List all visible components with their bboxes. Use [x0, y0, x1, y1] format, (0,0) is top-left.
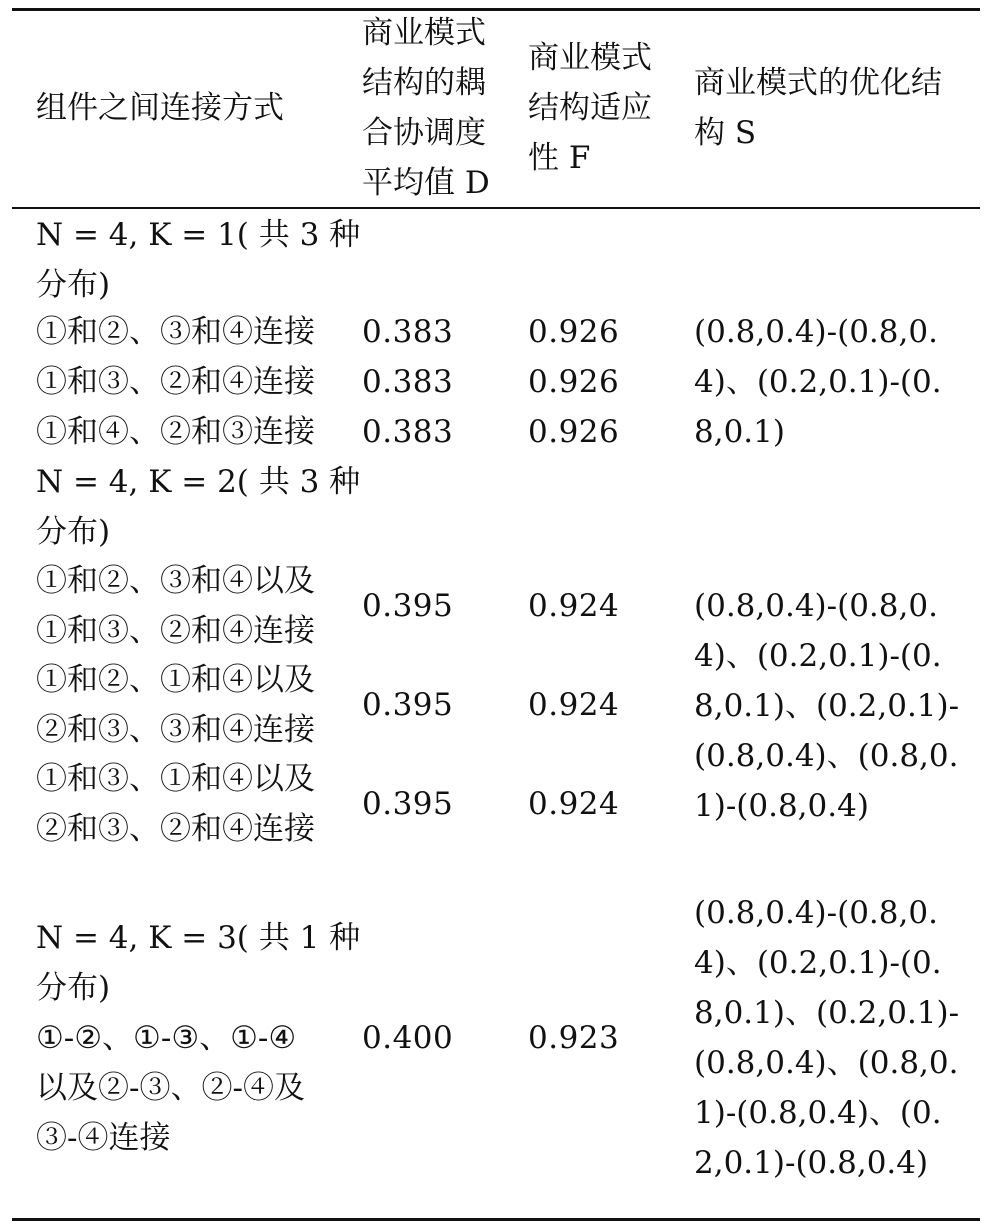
group1-row-2-d: 0.383 [362, 364, 454, 400]
group1-title: N = 4, K = 1( 共 3 种 分布) [36, 217, 361, 303]
group3-d: 0.400 [362, 1020, 454, 1056]
data-table [12, 8, 980, 1224]
group2-title: N = 4, K = 2( 共 3 种 分布) [36, 464, 361, 550]
group1-row-1-connection: ①和②、③和④连接 [36, 314, 315, 350]
header-coupling-coordination: 商业模式 结构的耦 合协调度 平均值 D [362, 15, 490, 201]
group2-row-2-d: 0.395 [362, 687, 454, 723]
group2-row-2-connection: ①和②、①和④以及 ②和③、③和④连接 [36, 662, 315, 748]
group2-structure: (0.8,0.4)-(0.8,0. 4)、(0.2,0.1)-(0. 8,0.1)、(0.2,0.1)- (0.8,0.4)、(0.8,0. 1)-(0.8,0.4) [694, 588, 960, 824]
group2-row-3-d: 0.395 [362, 786, 454, 822]
group3-f: 0.923 [528, 1020, 620, 1056]
group1-row-1-d: 0.383 [362, 314, 454, 350]
table-bottom-rule [12, 1218, 980, 1221]
group3-title: N = 4, K = 3( 共 1 种 分布) [36, 920, 361, 1006]
group1-row-3-d: 0.383 [362, 414, 454, 450]
group2-row-1-d: 0.395 [362, 588, 454, 624]
group3-structure: (0.8,0.4)-(0.8,0. 4)、(0.2,0.1)-(0. 8,0.1)、(0.2,0.1)- (0.8,0.4)、(0.8,0. 1)-(0.8,0.4)、(0. 2,0.1)-(0.8,0.4) [694, 895, 960, 1181]
group1-row-3-connection: ①和④、②和③连接 [36, 414, 315, 450]
group2-row-3-connection: ①和③、①和④以及 ②和③、②和④连接 [36, 761, 315, 847]
table-header-rule [12, 207, 980, 209]
group1-row-2-connection: ①和③、②和④连接 [36, 364, 315, 400]
group2-row-3-f: 0.924 [528, 786, 620, 822]
header-connection-method: 组件之间连接方式 [36, 90, 284, 126]
group1-row-3-f: 0.926 [528, 414, 620, 450]
group1-structure: (0.8,0.4)-(0.8,0. 4)、(0.2,0.1)-(0. 8,0.1) [694, 314, 942, 450]
header-adaptability: 商业模式 结构适应 性 F [528, 40, 652, 176]
group3-connection: ①-②、①-③、①-④ 以及②-③、②-④及 ③-④连接 [36, 1020, 305, 1156]
group1-row-2-f: 0.926 [528, 364, 620, 400]
table-top-rule [12, 8, 980, 11]
group2-row-1-f: 0.924 [528, 588, 620, 624]
group1-row-1-f: 0.926 [528, 314, 620, 350]
group2-row-1-connection: ①和②、③和④以及 ①和③、②和④连接 [36, 563, 315, 649]
header-optimized-structure: 商业模式的优化结 构 S [694, 65, 942, 151]
group2-row-2-f: 0.924 [528, 687, 620, 723]
